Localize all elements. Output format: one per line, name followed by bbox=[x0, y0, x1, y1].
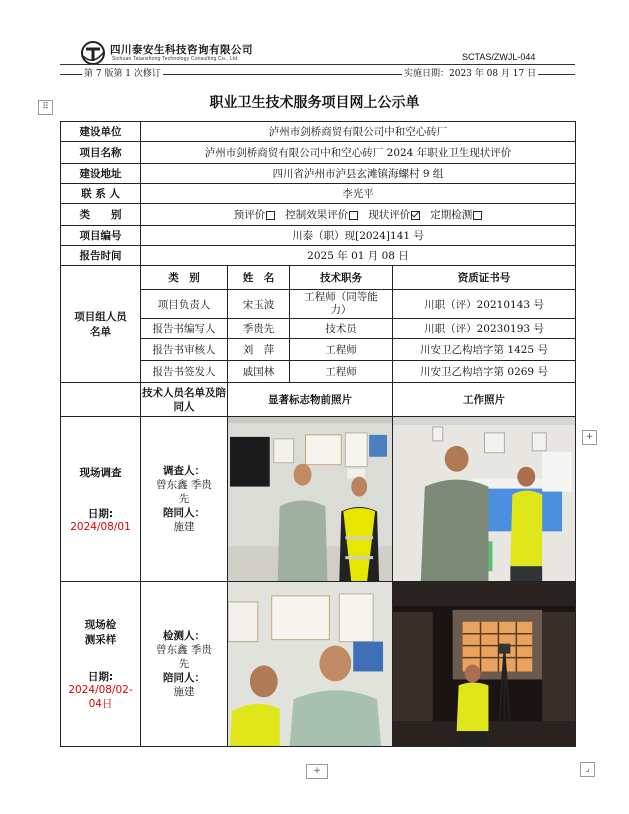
tester-label: 检测人： bbox=[163, 630, 205, 643]
sampling-landmark-photo bbox=[228, 582, 393, 747]
address-label: 建设地址 bbox=[61, 164, 141, 184]
survey-landmark-photo bbox=[228, 417, 393, 582]
checkbox-control-effect[interactable] bbox=[349, 211, 358, 220]
company-name-en: Sichuan Taianshong Technology Consulting Co., Ltd. bbox=[112, 56, 239, 62]
staff-header-role: 类 别 bbox=[141, 266, 228, 290]
contact-value: 李光平 bbox=[141, 184, 576, 204]
sampling-staff-cell bbox=[141, 582, 228, 747]
table-move-handle-icon[interactable]: ⠿ bbox=[38, 100, 53, 115]
category-status-eval: 现状评价 bbox=[368, 209, 411, 221]
company-name-cn: 四川泰安生科技咨询有限公司 bbox=[110, 44, 253, 56]
staff-header-cert: 资质证书号 bbox=[393, 266, 576, 290]
project-value: 泸州市剑桥商贸有限公司中和空心砖厂 2024 年职业卫生现状评价 bbox=[141, 142, 576, 164]
staff-role: 报告书编写人 bbox=[141, 319, 228, 339]
page-title: 职业卫生技术服务项目网上公示单 bbox=[209, 95, 420, 111]
survey-cell bbox=[61, 417, 141, 582]
investigator-label: 调查人： bbox=[163, 465, 205, 478]
contact-label: 联 系 人 bbox=[61, 184, 141, 204]
survey-date-label: 日期: bbox=[87, 508, 114, 521]
survey-staff-cell bbox=[141, 417, 228, 582]
staff-cert: 川安卫乙构培字第 0269 号 bbox=[393, 361, 576, 383]
checkbox-status-eval[interactable] bbox=[411, 211, 420, 220]
resize-handle-icon[interactable]: ⌟ bbox=[580, 762, 595, 777]
photo-header-landmark: 显著标志物前照片 bbox=[228, 383, 393, 417]
staff-role: 报告书签发人 bbox=[141, 361, 228, 383]
staff-role: 报告书审核人 bbox=[141, 339, 228, 361]
staff-title: 工程师（同等能力） bbox=[290, 290, 393, 319]
staff-header-title: 技术职务 bbox=[290, 266, 393, 290]
implementation-date: 实施日期：2023 年 08 月 17 日 bbox=[402, 66, 538, 79]
sampling-work-photo bbox=[393, 582, 576, 747]
landmark-photo-image bbox=[228, 417, 392, 581]
survey-label: 现场调查 bbox=[79, 467, 122, 480]
category-control-effect: 控制效果评价 bbox=[285, 209, 349, 221]
category-label: 类 别 bbox=[61, 204, 141, 226]
category-periodic-test: 定期检测 bbox=[430, 209, 473, 221]
staff-group-label: 项目组人员名单 bbox=[61, 266, 141, 383]
staff-title: 技术员 bbox=[290, 319, 393, 339]
category-options bbox=[141, 204, 576, 226]
document-code: SCTAS/ZWJL-044 bbox=[462, 52, 536, 62]
project-label: 项目名称 bbox=[61, 142, 141, 164]
escort-name: 施建 bbox=[173, 521, 195, 534]
address-value: 四川省泸州市泸县玄滩镇海螺村 9 组 bbox=[141, 164, 576, 184]
staff-title: 工程师 bbox=[290, 339, 393, 361]
sampling-date: 2024/08/02-04日 bbox=[68, 684, 133, 711]
staff-name: 宋玉波 bbox=[228, 290, 290, 319]
work-photo-image bbox=[393, 582, 575, 746]
revision-text: 第 7 版第 1 次修订 bbox=[82, 66, 163, 79]
photo-spacer bbox=[61, 383, 141, 417]
staff-cert: 川职（评）20230193 号 bbox=[393, 319, 576, 339]
photo-header-work: 工作照片 bbox=[393, 383, 576, 417]
work-photo-image bbox=[393, 417, 575, 581]
report-time-value: 2025 年 01 月 08 日 bbox=[141, 246, 576, 266]
staff-name: 刘 萍 bbox=[228, 339, 290, 361]
escort-name: 施建 bbox=[173, 686, 195, 699]
add-column-icon[interactable]: + bbox=[582, 430, 597, 445]
company-logo-icon bbox=[80, 40, 106, 66]
add-row-icon[interactable]: + bbox=[306, 764, 328, 779]
unit-label: 建设单位 bbox=[61, 122, 141, 142]
staff-cert: 川安卫乙构培字第 1425 号 bbox=[393, 339, 576, 361]
staff-cert: 川职（评）20210143 号 bbox=[393, 290, 576, 319]
staff-title: 工程师 bbox=[290, 361, 393, 383]
unit-value: 泸州市剑桥商贸有限公司中和空心砖厂 bbox=[141, 122, 576, 142]
tester-names: 曾东鑫 季贵先 bbox=[156, 644, 212, 671]
staff-name: 戚国林 bbox=[228, 361, 290, 383]
escort-label: 陪同人： bbox=[163, 507, 205, 520]
number-label: 项目编号 bbox=[61, 226, 141, 246]
survey-work-photo bbox=[393, 417, 576, 582]
checkbox-pre-eval[interactable] bbox=[266, 211, 275, 220]
investigator-names: 曾东鑫 季贵先 bbox=[156, 479, 212, 506]
staff-name: 季贵先 bbox=[228, 319, 290, 339]
report-time-label: 报告时间 bbox=[61, 246, 141, 266]
header-rule bbox=[60, 64, 575, 65]
sampling-date-label: 日期: bbox=[87, 671, 114, 684]
staff-header-name: 姓 名 bbox=[228, 266, 290, 290]
photo-header-staff: 技术人员名单及陪同人 bbox=[141, 383, 228, 417]
category-pre-eval: 预评价 bbox=[233, 209, 266, 221]
sampling-cell bbox=[61, 582, 141, 747]
escort-label: 陪同人： bbox=[163, 672, 205, 685]
landmark-photo-image bbox=[228, 582, 392, 746]
sampling-label: 现场检测采样 bbox=[84, 619, 117, 647]
notice-table bbox=[60, 121, 576, 747]
checkbox-periodic-test[interactable] bbox=[473, 211, 482, 220]
survey-date: 2024/08/01 bbox=[70, 521, 131, 534]
number-value: 川泰（职）现[2024]141 号 bbox=[141, 226, 576, 246]
staff-role: 项目负责人 bbox=[141, 290, 228, 319]
